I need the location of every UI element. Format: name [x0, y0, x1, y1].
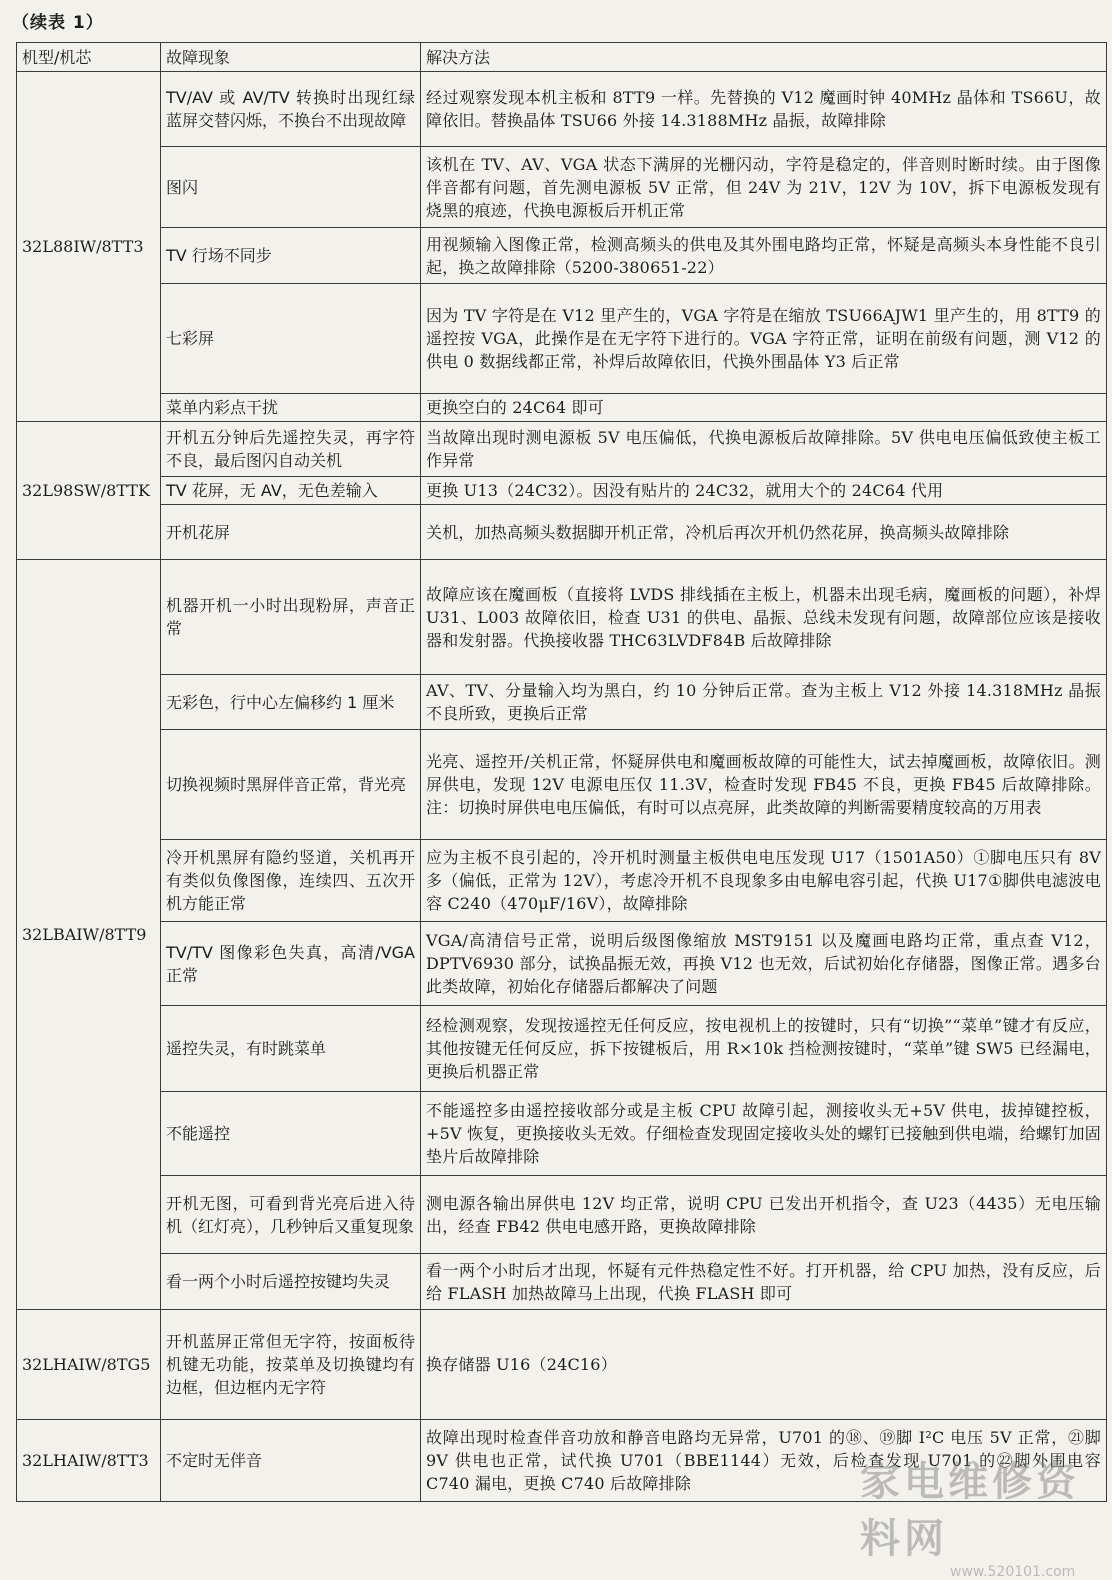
- table-row: [17, 840, 1107, 922]
- table-row: [17, 1310, 1107, 1420]
- symptom-cell: 冷开机黑屏有隐约竖道，关机再开有类似负像图像，连续四、五次开机方能正常: [161, 840, 421, 922]
- symptom-cell: TV/TV 图像彩色失真，高清/VGA 正常: [161, 922, 421, 1006]
- symptom-cell: 图闪: [161, 147, 421, 228]
- symptom-cell: 看一两个小时后遥控按键均失灵: [161, 1254, 421, 1310]
- solution-cell: 经过观察发现本机主板和 8TT9 一样。先替换的 V12 魔画时钟 40MHz 晶体和 TS66U，故障依旧。替换晶体 TSU66 外接 14.3188MHz 晶振，故障排除: [421, 72, 1107, 147]
- model-cell: 32LHAIW/8TG5: [17, 1310, 161, 1420]
- solution-cell: 应为主板不良引起的，冷开机时测量主板供电电压发现 U17（1501A50）①脚电压只有 8V 多（偏低，正常为 12V），考虑冷开机不良现象多由电解电容引起，代换 U17①脚供电滤波电容 C240（470μF/16V），故障排除: [421, 840, 1107, 922]
- table-row: [17, 284, 1107, 394]
- table-row: [17, 1092, 1107, 1176]
- table-row: [17, 730, 1107, 840]
- symptom-cell: 开机花屏: [161, 505, 421, 560]
- table-row: [17, 228, 1107, 284]
- symptom-cell: 开机蓝屏正常但无字符，按面板待机键无功能，按菜单及切换键均有边框，但边框内无字符: [161, 1310, 421, 1420]
- watermark-title: 家电维修资料网: [860, 1459, 1080, 1562]
- table-row: [17, 72, 1107, 147]
- fault-table-body: [17, 72, 1107, 1502]
- table-row: [17, 1176, 1107, 1254]
- solution-cell: 测电源各输出屏供电 12V 均正常，说明 CPU 已发出开机指令，查 U23（4435）无电压输出，经查 FB42 供电电感开路，更换故障排除: [421, 1176, 1107, 1254]
- symptom-cell: 遥控失灵，有时跳菜单: [161, 1006, 421, 1092]
- solution-cell: 看一两个小时后才出现，怀疑有元件热稳定性不好。打开机器，给 CPU 加热，没有反应，后给 FLASH 加热故障马上出现，代换 FLASH 即可: [421, 1254, 1107, 1310]
- model-cell: 32L98SW/8TTK: [17, 422, 161, 560]
- model-cell: 32L88IW/8TT3: [17, 72, 161, 422]
- symptom-cell: 开机无图，可看到背光亮后进入待机（红灯亮），几秒钟后又重复现象: [161, 1176, 421, 1254]
- table-row: [17, 422, 1107, 477]
- solution-cell: 换存储器 U16（24C16）: [421, 1310, 1107, 1420]
- fault-table: [16, 42, 1107, 1502]
- table-row: [17, 1420, 1107, 1502]
- table-row: [17, 560, 1107, 675]
- symptom-cell: 无彩色，行中心左偏移约 1 厘米: [161, 675, 421, 730]
- table-row: [17, 922, 1107, 1006]
- solution-cell: 光亮、遥控开/关机正常，怀疑屏供电和魔画板故障的可能性大，试去掉魔画板，故障依旧。测屏供电，发现 12V 电源电压仅 11.3V，检查时发现 FB45 不良，更换 FB45 后故障排除。注：切换时屏供电电压偏低，有时可以点亮屏，此类故障的判断需要精度较高的万用表: [421, 730, 1107, 840]
- header-model: 机型/机芯: [17, 43, 161, 72]
- solution-cell: 更换 U13（24C32）。因没有贴片的 24C32，就用大个的 24C64 代用: [421, 477, 1107, 505]
- solution-cell: 故障应该在魔画板（直接将 LVDS 排线插在主板上，机器未出现毛病，魔画板的问题），补焊 U31、L003 故障依旧，检查 U31 的供电、晶振、总线未发现有问题，故障部位应该是接收器和发射器。代换接收器 THC63LVDF84B 后故障排除: [421, 560, 1107, 675]
- table-row: [17, 1254, 1107, 1310]
- solution-cell: VGA/高清信号正常，说明后级图像缩放 MST9151 以及魔画电路均正常，重点查 V12，DPTV6930 部分，试换晶振无效，再换 V12 也无效，后试初始化存储器，图像正常。遇多台此类故障，初始化存储器后都解决了问题: [421, 922, 1107, 1006]
- solution-cell: 关机，加热高频头数据脚开机正常，冷机后再次开机仍然花屏，换高频头故障排除: [421, 505, 1107, 560]
- table-row: [17, 394, 1107, 422]
- solution-cell: 经检测观察，发现按遥控无任何反应，按电视机上的按键时，只有“切换”“菜单”键才有反应，其他按键无任何反应，拆下按键板后，用 R×10k 挡检测按键时，“菜单”键 SW5 已经漏电，更换后机器正常: [421, 1006, 1107, 1092]
- model-cell: 32LBAIW/8TT9: [17, 560, 161, 1310]
- table-row: [17, 147, 1107, 228]
- symptom-cell: TV 花屏，无 AV，无色差输入: [161, 477, 421, 505]
- solution-cell: 不能遥控多由遥控接收部分或是主板 CPU 故障引起，测接收头无+5V 供电，拔掉键控板，+5V 恢复，更换接收头无效。仔细检查发现固定接收头处的螺钉已接触到供电端，给螺钉加固垫片后故障排除: [421, 1092, 1107, 1176]
- solution-cell: 当故障出现时测电源板 5V 电压偏低，代换电源板后故障排除。5V 供电电压偏低致使主板工作异常: [421, 422, 1107, 477]
- model-cell: 32LHAIW/8TT3: [17, 1420, 161, 1502]
- symptom-cell: 不定时无伴音: [161, 1420, 421, 1502]
- symptom-cell: 开机五分钟后先遥控失灵，再字符不良，最后图闪自动关机: [161, 422, 421, 477]
- table-row: [17, 477, 1107, 505]
- solution-cell: 更换空白的 24C64 即可: [421, 394, 1107, 422]
- solution-cell: 用视频输入图像正常，检测高频头的供电及其外围电路均正常，怀疑是高频头本身性能不良引起，换之故障排除（5200-380651-22）: [421, 228, 1107, 284]
- solution-cell: 该机在 TV、AV、VGA 状态下满屏的光栅闪动，字符是稳定的，伴音则时断时续。由于图像伴音都有问题，首先测电源板 5V 正常，但 24V 为 21V，12V 为 10V，拆下电源板发现有烧黑的痕迹，代换电源板后开机正常: [421, 147, 1107, 228]
- symptom-cell: 机器开机一小时出现粉屏，声音正常: [161, 560, 421, 675]
- solution-cell: 因为 TV 字符是在 V12 里产生的，VGA 字符是在缩放 TSU66AJW1 里产生的，用 8TT9 的遥控按 VGA，此操作是在无字符下进行的。VGA 字符正常，证明在前级有问题，测 V12 的供电 0 数据线都正常，补焊后故障依旧，代换外围晶体 Y3 后正常: [421, 284, 1107, 394]
- symptom-cell: TV 行场不同步: [161, 228, 421, 284]
- table-caption: （续表 1）: [12, 13, 104, 33]
- table-row: [17, 675, 1107, 730]
- symptom-cell: 七彩屏: [161, 284, 421, 394]
- table-row: [17, 505, 1107, 560]
- symptom-cell: TV/AV 或 AV/TV 转换时出现红绿蓝屏交替闪烁，不换台不出现故障: [161, 72, 421, 147]
- watermark-url: www.520101.com: [950, 1564, 1076, 1580]
- header-row: [17, 43, 1107, 72]
- solution-cell: 故障出现时检查伴音功放和静音电路均无异常，U701 的⑱、⑲脚 I²C 电压 5V 正常，㉑脚 9V 供电也正常，试代换 U701（BBE1144）无效，后检查发现 U701 的㉒脚外围电容 C740 漏电，更换 C740 后故障排除: [421, 1420, 1107, 1502]
- header-solution: 解决方法: [421, 43, 1107, 72]
- header-symptom: 故障现象: [161, 43, 421, 72]
- symptom-cell: 不能遥控: [161, 1092, 421, 1176]
- table-row: [17, 1006, 1107, 1092]
- symptom-cell: 切换视频时黑屏伴音正常，背光亮: [161, 730, 421, 840]
- solution-cell: AV、TV、分量输入均为黑白，约 10 分钟后正常。查为主板上 V12 外接 14.318MHz 晶振不良所致，更换后正常: [421, 675, 1107, 730]
- symptom-cell: 菜单内彩点干扰: [161, 394, 421, 422]
